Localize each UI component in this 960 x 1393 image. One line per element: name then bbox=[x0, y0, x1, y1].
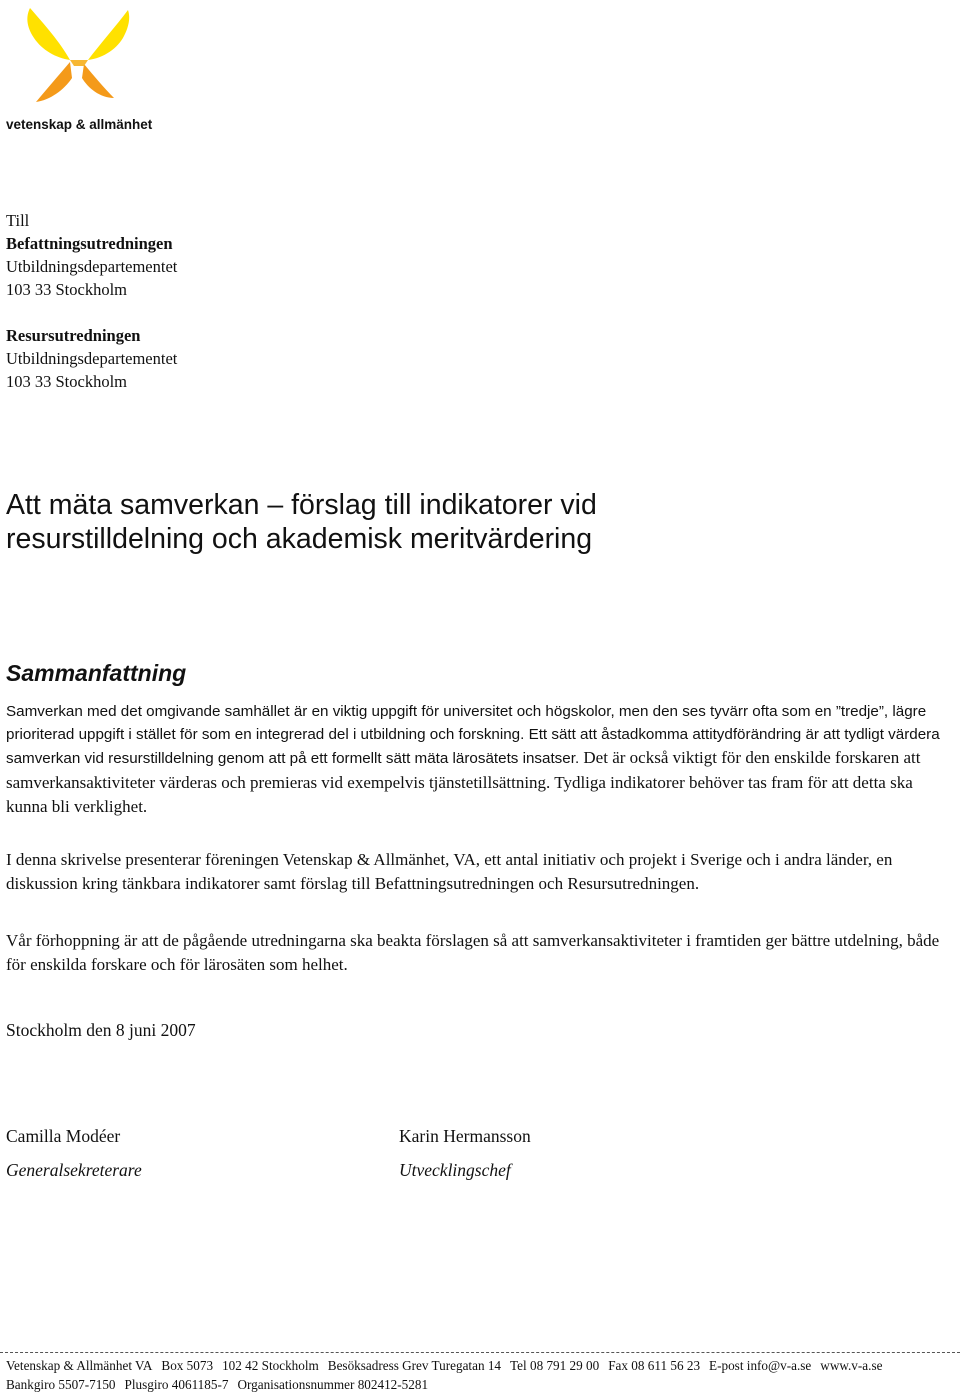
logo-yellow-petal-right bbox=[88, 10, 129, 60]
signature-role-2: Utvecklingschef bbox=[399, 1160, 511, 1180]
footer-box: Box 5073 bbox=[161, 1358, 214, 1373]
signature-name-2: Karin Hermansson bbox=[399, 1126, 531, 1146]
date-line: Stockholm den 8 juni 2007 bbox=[6, 1020, 196, 1040]
footer-email[interactable]: E-post info@v-a.se bbox=[709, 1358, 812, 1373]
recipient-department: Utbildningsdepartementet bbox=[6, 349, 178, 368]
logo-yellow-petal-left bbox=[27, 8, 70, 60]
logo-center bbox=[70, 60, 88, 66]
footer-divider bbox=[0, 1352, 960, 1353]
footer-line-1 bbox=[6, 1358, 891, 1374]
recipient-city: 103 33 Stockholm bbox=[6, 372, 128, 391]
footer-fax: Fax 08 611 56 23 bbox=[608, 1358, 701, 1373]
title-line-1: Att mäta samverkan – förslag till indikatorer vid bbox=[6, 489, 597, 521]
footer-line-2 bbox=[6, 1377, 437, 1393]
document-title bbox=[6, 488, 597, 556]
logo-text: vetenskap & allmänhet bbox=[6, 117, 153, 132]
section-heading: Sammanfattning bbox=[6, 660, 187, 686]
paragraph-3: Vår förhoppning är att de pågående utredningarna ska beakta förslagen så att samverkansaktiviteter i framtiden ger bättre utdelning, både för enskilda forskare och för lärosäten som helhet. bbox=[6, 931, 940, 974]
recipient-block-1 bbox=[6, 209, 177, 301]
summary-paragraph bbox=[6, 700, 956, 819]
footer-bankgiro: Bankgiro 5507-7150 bbox=[6, 1377, 116, 1392]
to-label: Till bbox=[6, 211, 30, 230]
recipient-name: Befattningsutredningen bbox=[6, 234, 173, 253]
logo-orange-petal-left bbox=[36, 62, 72, 102]
footer-phone: Tel 08 791 29 00 bbox=[510, 1358, 600, 1373]
signature-role-1: Generalsekreterare bbox=[6, 1160, 142, 1180]
footer-visit-address: Besöksadress Grev Turegatan 14 bbox=[327, 1358, 502, 1373]
signature-name-1: Camilla Modéer bbox=[6, 1126, 121, 1146]
recipient-city: 103 33 Stockholm bbox=[6, 280, 128, 299]
footer-plusgiro: Plusgiro 4061185-7 bbox=[124, 1377, 229, 1392]
footer-org-number: Organisationsnummer 802412-5281 bbox=[237, 1377, 429, 1392]
summary-text-serif: Det är också viktigt för den enskilde forskaren att samverkansaktiviteter värderas och premieras vid exempelvis tjänstetillsättning. Tydliga indikatorer behöver tas fram för att detta ska kunna bli verklighet. bbox=[6, 748, 921, 816]
summary-text-sans: Samverkan med det omgivande samhället är en viktig uppgift för universitet och högskolor, men den ses tyvärr ofta som en ”tredje”, lägre prioriterad uppgift i stället för som en integrerad del i utbildning och forskning. Ett sätt att åstadkomma attitydförändring är att tydligt värdera samverkan vid resurstilldelning genom att på ett formellt sätt mäta lärosätets insatser. bbox=[6, 703, 940, 768]
logo-orange-petal-right bbox=[82, 64, 114, 98]
recipient-name: Resursutredningen bbox=[6, 326, 141, 345]
title-line-2: resurstilldelning och akademisk meritvärdering bbox=[6, 523, 593, 555]
footer-postal: 102 42 Stockholm bbox=[222, 1358, 319, 1373]
recipient-department: Utbildningsdepartementet bbox=[6, 257, 178, 276]
footer-org: Vetenskap & Allmänhet VA bbox=[6, 1358, 153, 1373]
paragraph-2: I denna skrivelse presenterar föreningen Vetenskap & Allmänhet, VA, ett antal initiativ och projekt i Sverige och i andra länder, en diskussion kring tänkbara indikatorer samt förslag till Befattningsutredningen och Resursutredningen. bbox=[6, 850, 893, 893]
footer-website[interactable]: www.v-a.se bbox=[820, 1358, 883, 1373]
recipient-block-2 bbox=[6, 324, 177, 393]
